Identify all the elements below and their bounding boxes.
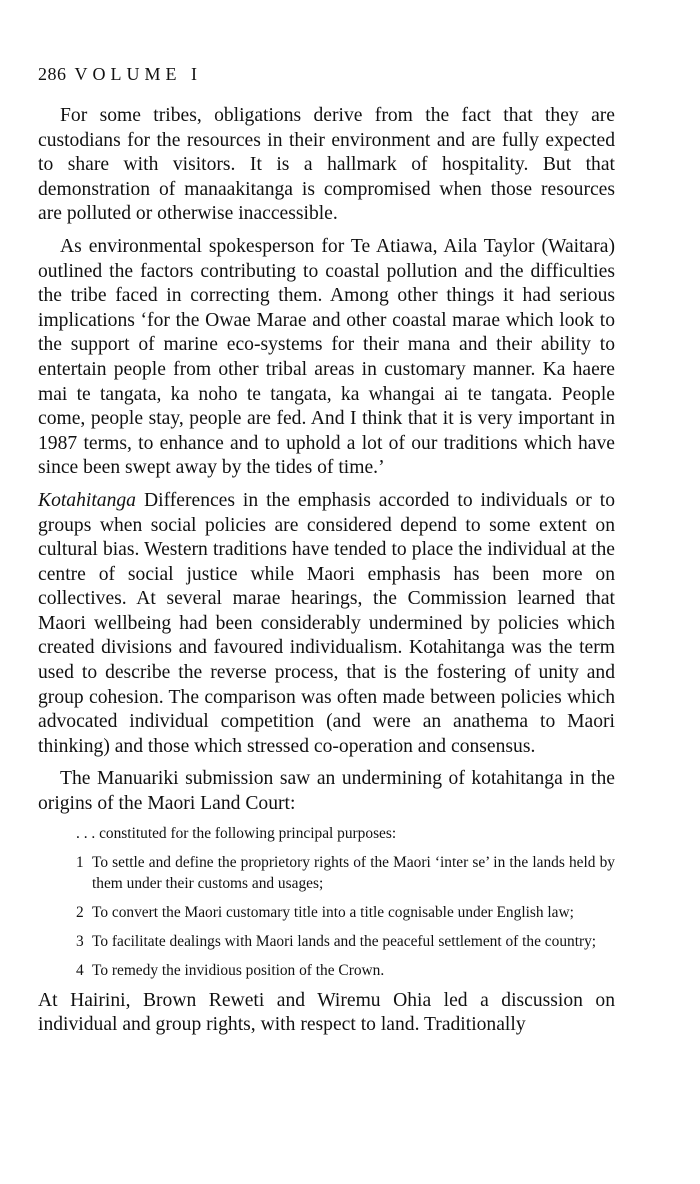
- paragraph-hospitality: For some tribes, obligations derive from the fact that they are custodians for the resources in their environment and are fully expected to share with visitors. It is a hallmark of hospitality. But that demonstration of manaakitanga is compromised when those resources are polluted or otherwise inaccessible.: [38, 105, 615, 225]
- block-quote: [38, 823, 615, 981]
- list-item-text: To settle and define the proprietory rights of the Maori ‘inter se’ in the lands held by them under their customs and usages;: [92, 853, 615, 892]
- list-item-text: To remedy the invidious position of the Crown.: [92, 961, 385, 979]
- paragraph-kotahitanga: [38, 489, 615, 760]
- paragraph-coastal-pollution: As environmental spokesperson for Te Atiawa, Aila Taylor (Waitara) outlined the factors contributing to coastal pollution and the difficulties the tribe faced in correcting them. Among other things it had serious implications ‘for the Owae Marae and other coastal marae which look to the support of marine eco-systems for their mana and their ability to entertain people from other tribal areas in customary manner. Ka haere mai te tangata, ka noho te tangata, ka whangai ai te tangata. People come, people stay, people are fed. And I think that it is very important in 1987 terms, to enhance and to uphold a lot of our traditions which have since been swept away by the tides of time.’: [38, 235, 615, 479]
- list-item: [76, 852, 615, 894]
- body-text: [38, 104, 615, 1038]
- paragraph-hairini: At Hairini, Brown Reweti and Wiremu Ohia led a discussion on individual and group rights, with respect to land. Traditionally: [38, 989, 615, 1036]
- quote-list: [76, 852, 615, 981]
- list-item-text: To facilitate dealings with Maori lands and the peaceful settlement of the country;: [92, 932, 597, 950]
- page-number: 286: [38, 64, 67, 84]
- list-item: [76, 960, 615, 981]
- run-in-heading: Kotahitanga: [38, 489, 136, 511]
- list-item-number: 4: [76, 961, 84, 979]
- paragraph-manuariki: The Manuariki submission saw an undermining of kotahitanga in the origins of the Maori Land Court:: [38, 768, 615, 815]
- list-item-number: 3: [76, 932, 84, 950]
- list-item-number: 1: [76, 853, 84, 871]
- volume-label: VOLUME I: [74, 64, 202, 84]
- list-item-number: 2: [76, 903, 84, 921]
- list-item-text: To convert the Maori customary title into a title cognisable under English law;: [92, 903, 574, 921]
- list-item: [76, 902, 615, 923]
- quote-lead: . . . constituted for the following principal purposes:: [76, 824, 397, 842]
- page-header: [38, 64, 202, 85]
- list-item: [76, 931, 615, 952]
- paragraph-kotahitanga-text: Differences in the emphasis accorded to individuals or to groups when social policies are considered depend to some extent on cultural bias. Western traditions have tended to place the individual at the centre of social justice while Maori emphasis has been more on collectives. At several marae hearings, the Commission learned that Maori wellbeing had been considerably undermined by policies which created divisions and favoured individualism. Kotahitanga was the term used to describe the reverse process, that is the fostering of unity and group cohesion. The comparison was often made between policies which advocated individual competition (and were an anathema to Maori thinking) and those which stressed co-operation and consensus.: [38, 489, 615, 757]
